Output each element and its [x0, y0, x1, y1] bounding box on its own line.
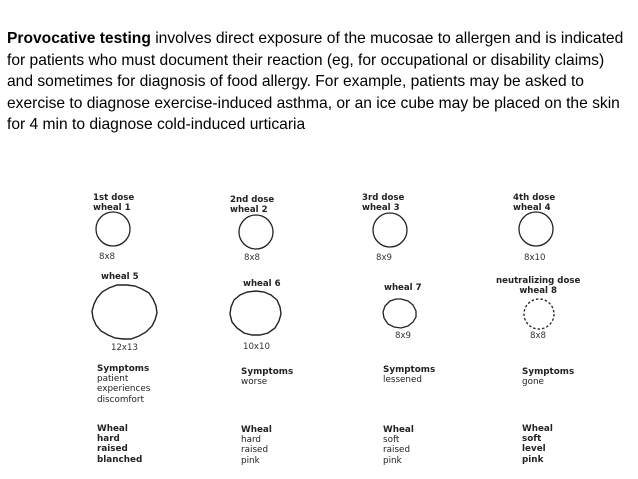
symptoms-1-head: Symptoms [97, 364, 150, 374]
wheal-desc-2-head: Wheal [241, 425, 272, 435]
symptoms-4-head: Symptoms [522, 367, 575, 377]
symptoms-3-body: lessened [383, 375, 423, 386]
wheal-3-circle [373, 213, 407, 247]
wheal-1-size: 8x8 [99, 252, 116, 262]
wheal-6-size: 10x10 [243, 342, 270, 352]
wheal-2-size: 8x8 [244, 253, 261, 263]
wheal-1-circle [96, 212, 130, 246]
wheal-6-shape [230, 291, 281, 335]
wheal-desc-1-head: Wheal [97, 424, 128, 434]
wheal-1-label: 1st dose wheal 1 [93, 193, 135, 213]
wheal-8-size: 8x8 [530, 331, 547, 341]
wheal-2-circle [239, 215, 273, 249]
intro-text: involves direct exposure of the mucosae to allergen and is indicated for patients who must document their reaction (eg, for occupational or disability claims) and sometimes for diagnosis of food allergy. For example, patients may be asked to exercise to diagnose exercise-induced asthma, or an ice cube may be placed on the skin for 4 min to diagnose cold-induced urticaria [7, 30, 624, 133]
wheal-5-label: wheal 5 [101, 272, 139, 282]
intro-heading: Provocative testing [7, 30, 151, 47]
wheal-desc-4-head: Wheal [522, 424, 553, 434]
wheal-7-size: 8x9 [395, 331, 412, 341]
wheal-desc-2 [241, 425, 272, 466]
wheal-2-label: 2nd dose wheal 2 [230, 195, 275, 215]
symptoms-3-head: Symptoms [383, 365, 436, 375]
wheal-8-label: neutralizing dose wheal 8 [496, 276, 581, 296]
wheal-5-size: 12x13 [111, 343, 138, 353]
wheal-desc-2-body: hard raised pink [241, 435, 269, 466]
wheal-desc-4 [522, 424, 553, 465]
wheal-desc-3-body: soft raised pink [383, 435, 411, 466]
wheal-desc-1-body: hard raised blanched [97, 434, 143, 465]
wheal-6-label: wheal 6 [243, 279, 281, 289]
symptoms-1-body: patient experiences discomfort [97, 374, 151, 405]
wheal-desc-3 [383, 425, 414, 466]
wheal-7-label: wheal 7 [384, 283, 422, 293]
wheal-3-label: 3rd dose wheal 3 [362, 193, 405, 213]
symptoms-2-body: worse [241, 377, 268, 388]
wheal-4-circle [519, 212, 553, 246]
wheal-desc-1 [97, 424, 142, 465]
wheal-desc-4-body: soft level pink [522, 434, 546, 465]
wheal-4-size: 8x10 [524, 253, 546, 263]
wheal-5-shape [92, 285, 157, 339]
symptoms-1 [97, 364, 150, 405]
wheal-4-label: 4th dose wheal 4 [513, 193, 556, 213]
symptoms-3 [383, 365, 435, 385]
wheal-7-shape [383, 299, 416, 328]
wheal-3-size: 8x9 [376, 253, 393, 263]
symptoms-2-head: Symptoms [241, 367, 294, 377]
symptoms-4-body: gone [522, 377, 544, 388]
wheal-desc-3-head: Wheal [383, 425, 414, 435]
symptoms-2 [241, 367, 293, 387]
wheal-8-circle [524, 299, 554, 329]
symptoms-4 [522, 367, 574, 387]
